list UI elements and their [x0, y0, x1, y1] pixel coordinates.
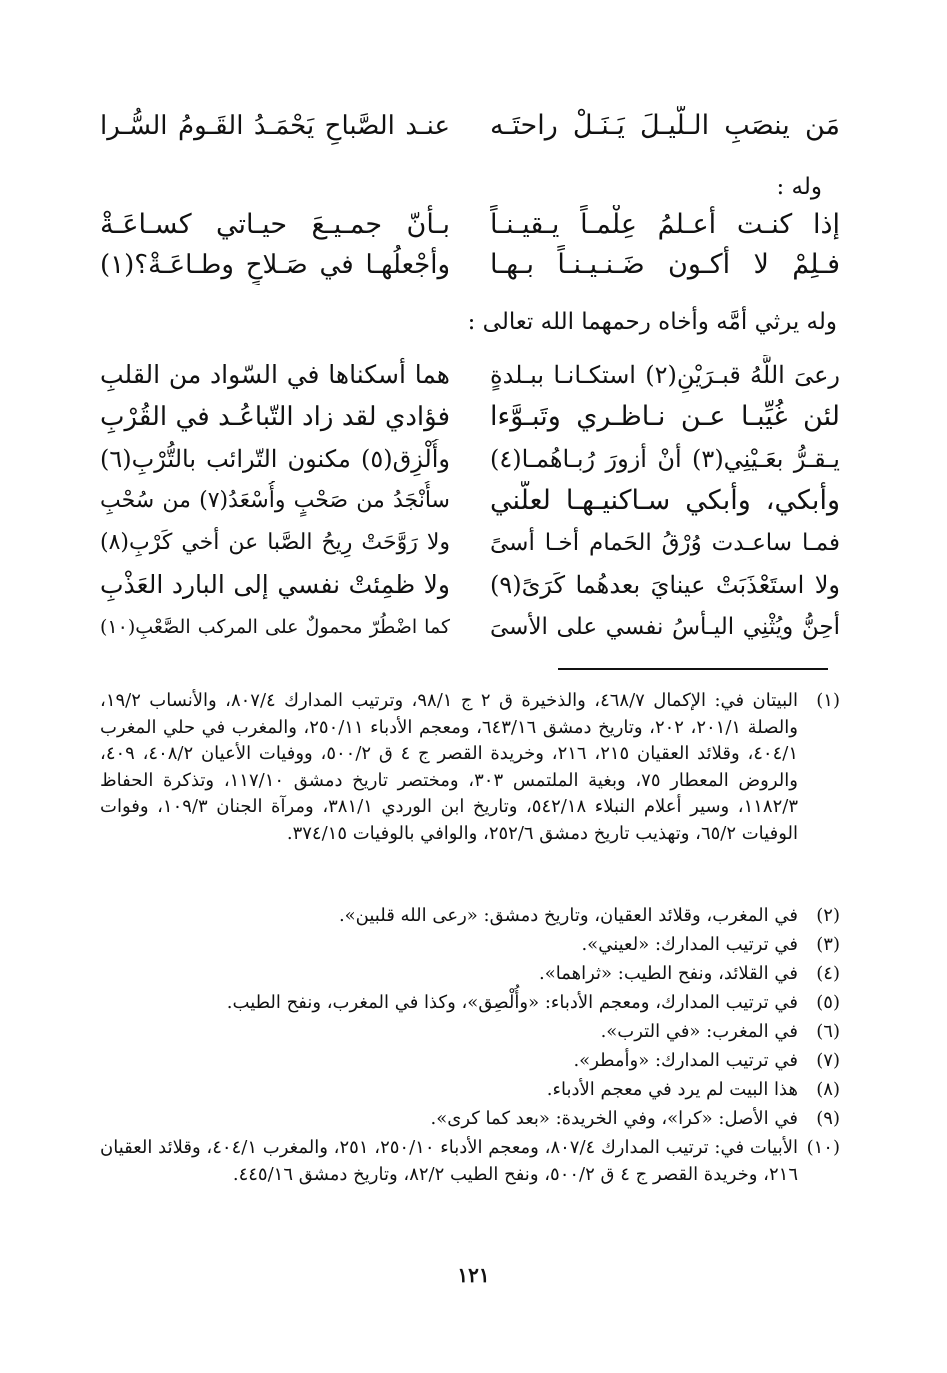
verse-line — [100, 355, 840, 395]
footnote-number: (٧) — [816, 1050, 840, 1071]
footnote-text: في الأصل: «كرا»، وفي الخريدة: «بعد كما كرى». — [430, 1108, 798, 1129]
verse-first-hemistich: فـلِمْ لا أكـون ضَـنـيـنـاً بـهـا — [490, 249, 840, 280]
footnote-text: هذا البيت لم يرد في معجم الأدباء. — [546, 1079, 798, 1100]
footnote-number: (٣) — [816, 934, 840, 955]
verse-line — [100, 565, 840, 605]
verse-first-hemistich: أحِنُّ ويُثْنِي اليـأسُ نفسي على الأسىَ — [490, 614, 840, 640]
footnote-number: (٦) — [816, 1021, 840, 1042]
verse-first-hemistich: رعىَ اللَّهُ قبـرَيْنِ(٢) استكـانـا ببـلدةٍ — [490, 361, 840, 389]
verse-first-hemistich: فمـا ساعـدت وُرْقُ الحَمام أخـا أسىً — [490, 530, 840, 556]
footnote — [100, 1135, 840, 1188]
footnote-text: في ترتيب المدارك، ومعجم الأدباء: «وأُلْصِق»، وكذا في المغرب، ونفح الطيب. — [226, 992, 798, 1013]
footnote — [100, 1019, 840, 1046]
footnote-number: (٤) — [816, 963, 840, 984]
footnote-text: في ترتيب المدارك: «وأمطر». — [573, 1050, 798, 1071]
verse-second-hemistich: عنـد الصَّباحِ يَحْمَـدُ القَـومُ السُّـرا — [100, 111, 450, 141]
verse-first-hemistich: ولا استَعْذَبَتْ عينايَ بعدهُما كَرَىً(٩) — [490, 571, 840, 599]
verse-second-hemistich: ولا ظمِئتْ نفسي إلى البارد العَذْبِ — [100, 570, 450, 599]
footnote — [100, 1077, 840, 1104]
footnote-text: البيتان في: الإكمال ٤٦٨/٧، والذخيرة ق ٢ ج ٩٨/١، وترتيب المدارك ٨٠٧/٤، والأنساب ١٩/٢، والصلة ٢٠١/١، ٢٠٢، وتاريخ دمشق ٦٤٣/١٦، ومعجم الأدباء ٢٥٠/١١، والمغرب في حلي المغرب ٤٠٤/١، وقلائد العقيان ٢١٥، ٢١٦، وخريدة القصر ج ٤ ق ٥٠٠/٢، ووفيات الأعيان ٤٠٨/٢، ٤٠٩، والروض المعطار ٧٥، وبغية الملتمس ٣٠٣، ومختصر تاريخ دمشق ١١٧/١٠، وتذكرة الحفاظ ١١٨٢/٣، وسير أعلام النبلاء ٥٤٢/١٨، وتاريخ ابن الوردي ٣٨١/١، ومرآة الجنان ١٠٩/٣، وفوات الوفيات ٦٥/٢، وتهذيب تاريخ دمشق ٢٥٢/٦، والوافي بالوفيات ٣٧٤/١٥. — [100, 690, 799, 844]
verse-line — [100, 607, 840, 647]
footnote-number: (٨) — [816, 1079, 840, 1100]
footnote-text: في المغرب، وقلائد العقيان، وتاريخ دمشق: «رعى الله قلبين». — [338, 905, 798, 926]
footnote — [100, 932, 840, 959]
verse-second-hemistich: كما اضْطُرّ محمولٌ على المركب الصَّعْبِ(١٠) — [100, 616, 450, 638]
verse-second-hemistich: ولا رَوَّحَتْ رِيحُ الصَّبا عن أخي كَرْبِ(٨) — [100, 530, 450, 555]
footnote — [100, 688, 840, 847]
footnote — [100, 961, 840, 988]
section-label: وله : — [776, 174, 822, 200]
verse-line — [100, 397, 840, 437]
verse-second-hemistich: وأجْعلُهـا في صَـلاحٍ وطـاعَـةْ؟(١) — [100, 250, 450, 280]
verse-line — [100, 245, 840, 285]
footnote — [100, 903, 840, 930]
footnote-number: (٥) — [816, 992, 840, 1013]
verse-line — [100, 106, 840, 146]
verse-second-hemistich: فؤادي لقد زاد التّباعُـد في القُرْبِ — [100, 402, 450, 432]
verse-first-hemistich: يـقـرُّ بعَـيْنِي(٣) أنْ أزورَ رُبـاهُمـا(٤) — [490, 445, 840, 473]
verse-second-hemistich: هما أسكناها في السّواد من القلبِ — [100, 360, 450, 389]
footnote-number: (٢) — [816, 905, 840, 926]
footnote-divider — [558, 668, 828, 670]
page-number: ١٢١ — [457, 1263, 490, 1287]
footnote — [100, 990, 840, 1017]
verse-second-hemistich: بـأنّ جمـيـعَ حيـاتي كسـاعَـةْ — [100, 209, 450, 240]
verse-second-hemistich: وأُلْزِق(٥) مكنون التّرائب بالتُّرْبِ(٦) — [100, 445, 450, 473]
verse-first-hemistich: وأبكي، وأبكي سـاكنيـهـا لعلّني — [490, 485, 840, 516]
verse-first-hemistich: مَن ينصَبِ الـلَّيـلَ يَـنَـلْ راحتَـه — [490, 110, 840, 141]
verse-line — [100, 205, 840, 245]
verse-line — [100, 439, 840, 479]
section-label: وله يرثي أمَّه وأخاه رحمهما الله تعالى : — [467, 309, 837, 335]
footnote — [100, 1048, 840, 1075]
footnote-number: (١) — [816, 690, 840, 711]
footnote-number: (٩) — [816, 1108, 840, 1129]
verse-second-hemistich: سأُنْجَدُ من صَحْبٍ وأُسْعَدُ(٧) من سُحْبِ — [100, 488, 450, 513]
verse-first-hemistich: لئن غُيِّبـا عـن نـاظـري وتَبـوَّءا — [490, 401, 840, 432]
footnote-text: في ترتيب المدارك: «لعيني». — [581, 934, 798, 955]
verse-line — [100, 523, 840, 563]
verse-first-hemistich: إذا كنـت أعـلمُ عِلْمـاً يـقيـنـاً — [490, 209, 840, 240]
footnote-text: في المغرب: «في الترب». — [600, 1021, 798, 1042]
footnote-number: (١٠) — [806, 1137, 840, 1158]
verse-line — [100, 481, 840, 521]
footnote — [100, 1106, 840, 1133]
footnote-text: الأبيات في: ترتيب المدارك ٨٠٧/٤، ومعجم الأدباء ٢٥٠/١٠، ٢٥١، والمغرب ٤٠٤/١، وقلائد العقيان ٢١٦، وخريدة القصر ج ٤ ق ٥٠٠/٢، ونفح الطيب ٨٢/٢، وتاريخ دمشق ٤٤٥/١٦. — [100, 1137, 798, 1185]
footnote-text: في القلائد، ونفح الطيب: «ثراهما». — [538, 963, 798, 984]
